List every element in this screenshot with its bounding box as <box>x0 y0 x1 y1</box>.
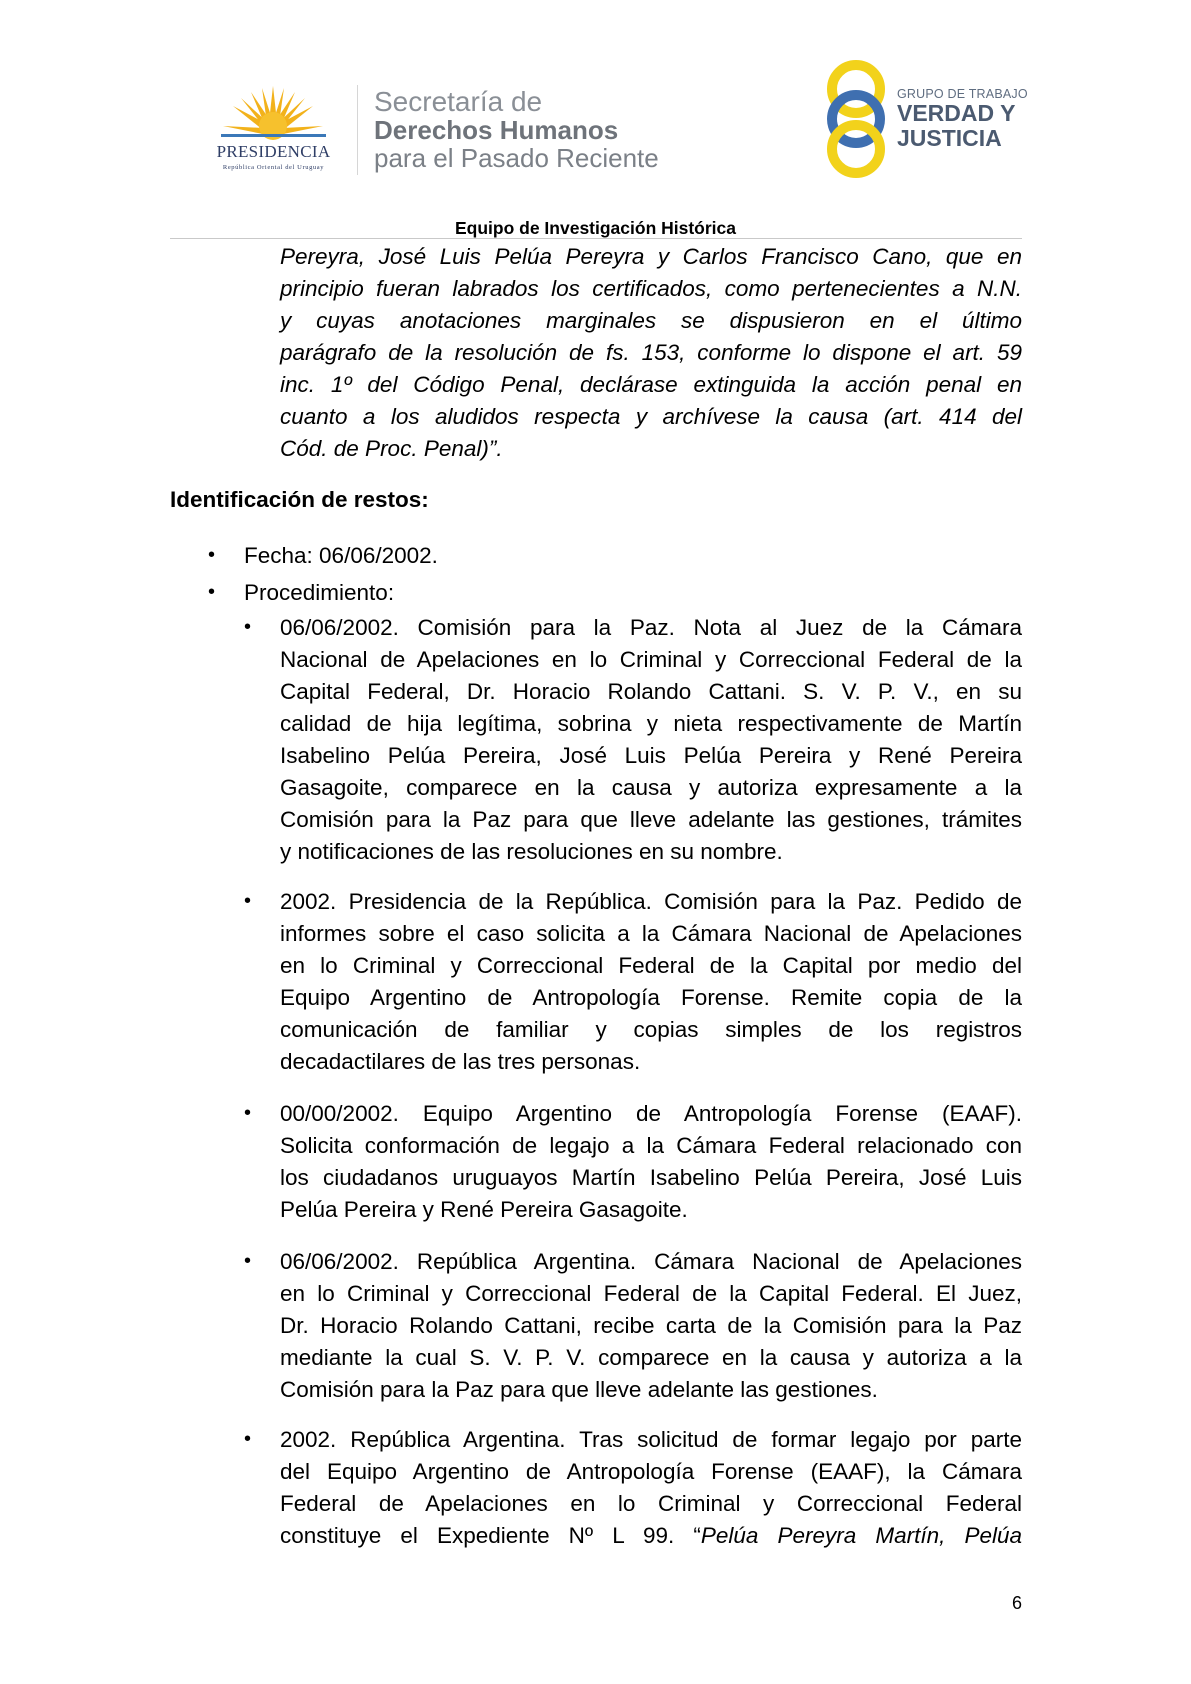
bullet-icon: • <box>208 544 216 566</box>
quote-line: cuanto a los aludidos respecta y archívese la causa (art. 414 del <box>280 404 1022 429</box>
entry-line: los ciudadanos uruguayos Martín Isabelino Pelúa Pereira, José Luis <box>280 1165 1022 1190</box>
entry-line: Gasagoite, comparece en la causa y autoriza expresamente a la <box>280 775 1022 800</box>
bullet-icon: • <box>208 581 216 603</box>
entry-line: Comisión para la Paz para que lleve adelante las gestiones. <box>280 1377 878 1402</box>
entry-line: Nacional de Apelaciones en lo Criminal y Correccional Federal de la <box>280 647 1022 672</box>
entry-line: en lo Criminal y Correccional Federal de la Capital Federal. El Juez, <box>280 1281 1022 1306</box>
team-title: Equipo de Investigación Histórica <box>454 218 737 238</box>
grupo-line-2: VERDAD Y <box>897 100 1016 126</box>
entry-line: informes sobre el caso solicita a la Cámara Nacional de Apelaciones <box>280 921 1022 946</box>
grupo-line-3: JUSTICIA <box>897 125 1002 151</box>
entry-line: 2002. Presidencia de la República. Comisión para la Paz. Pedido de <box>280 889 1022 914</box>
entry-line: comunicación de familiar y copias simples de los registros <box>280 1017 1022 1042</box>
entry-line: Capital Federal, Dr. Horacio Rolando Cattani. S. V. P. V., en su <box>280 679 1022 704</box>
presidencia-name: PRESIDENCIA <box>216 142 331 161</box>
entry-line: 06/06/2002. Comisión para la Paz. Nota al Juez de la Cámara <box>280 615 1022 640</box>
presidencia-logo <box>196 82 351 177</box>
entry-line: mediante la cual S. V. P. V. comparece en la causa y autoriza a la <box>280 1345 1022 1370</box>
bullet-icon: • <box>244 1250 252 1272</box>
entry-line: del Equipo Argentino de Antropología Forense (EAAF), la Cámara <box>280 1459 1022 1484</box>
sun-emblem-icon <box>221 82 326 142</box>
quote-line: Cód. de Proc. Penal)”. <box>280 436 503 461</box>
quote-line: Pereyra, José Luis Pelúa Pereyra y Carlos Francisco Cano, que en <box>280 244 1022 269</box>
entry-line: Comisión para la Paz para que lleve adelante las gestiones, trámites <box>280 807 1022 832</box>
entry-line-text: constituye el Expediente Nº L 99. “ <box>280 1523 701 1548</box>
grupo-text <box>897 87 1028 151</box>
quote-line: parágrafo de la resolución de fs. 153, conforme lo dispone el art. 59 <box>280 340 1022 365</box>
grupo-line-1: GRUPO DE TRABAJO <box>897 87 1028 101</box>
entry-line: Equipo Argentino de Antropología Forense. Remite copia de la <box>280 985 1022 1010</box>
entry-line: Solicita conformación de legajo a la Cámara Federal relacionado con <box>280 1133 1022 1158</box>
entry-line: decadactilares de las tres personas. <box>280 1049 641 1074</box>
quote-line: y cuyas anotaciones marginales se dispusieron en el último <box>280 308 1022 333</box>
bullet-fecha: Fecha: 06/06/2002. <box>244 543 438 568</box>
entry-line-italic-text: Pelúa Pereyra Martín, Pelúa <box>700 1523 1022 1548</box>
entry-line: 06/06/2002. República Argentina. Cámara Nacional de Apelaciones <box>280 1249 1022 1274</box>
entry-line: y notificaciones de las resoluciones en su nombre. <box>280 839 783 864</box>
quote-line: principio fueran labrados los certificados, como pertenecientes a N.N. <box>280 276 1022 301</box>
presidencia-subtitle: República Oriental del Uruguay <box>222 164 325 171</box>
section-heading: Identificación de restos: <box>170 487 429 512</box>
quote-line: inc. 1º del Código Penal, declárase extinguida la acción penal en <box>280 372 1022 397</box>
verdad-justicia-logo <box>818 57 1028 182</box>
entry-line: Dr. Horacio Rolando Cattani, recibe carta de la Comisión para la Paz <box>280 1313 1022 1338</box>
entry-line: 2002. República Argentina. Tras solicitud de formar legajo por parte <box>280 1427 1022 1452</box>
bullet-icon: • <box>244 616 252 638</box>
entry-line: en lo Criminal y Correccional Federal de la Capital por medio del <box>280 953 1022 978</box>
secretaria-line-1: Secretaría de <box>374 86 543 117</box>
entry-line <box>280 1520 1022 1552</box>
entry-line: Pelúa Pereira y René Pereira Gasagoite. <box>280 1197 688 1222</box>
bullet-icon: • <box>244 1102 252 1124</box>
bullet-icon: • <box>244 890 252 912</box>
bullet-procedimiento: Procedimiento: <box>244 580 395 605</box>
header-rule <box>170 238 1022 239</box>
entry-line: 00/00/2002. Equipo Argentino de Antropología Forense (EAAF). <box>280 1101 1022 1126</box>
secretaria-line-2: Derechos Humanos <box>374 115 619 145</box>
page-number: 6 <box>1012 1593 1023 1613</box>
secretaria-line-3: para el Pasado Reciente <box>374 143 659 173</box>
entry-line: calidad de hija legítima, sobrina y nieta respectivamente de Martín <box>280 711 1022 736</box>
entry-line: Federal de Apelaciones en lo Criminal y Correccional Federal <box>280 1491 1022 1516</box>
rings-emblem-icon <box>818 57 898 182</box>
entry-line: Isabelino Pelúa Pereira, José Luis Pelúa Pereira y René Pereira <box>280 743 1022 768</box>
header-divider <box>357 85 358 175</box>
secretaria-block <box>374 88 659 172</box>
bullet-icon: • <box>244 1428 252 1450</box>
